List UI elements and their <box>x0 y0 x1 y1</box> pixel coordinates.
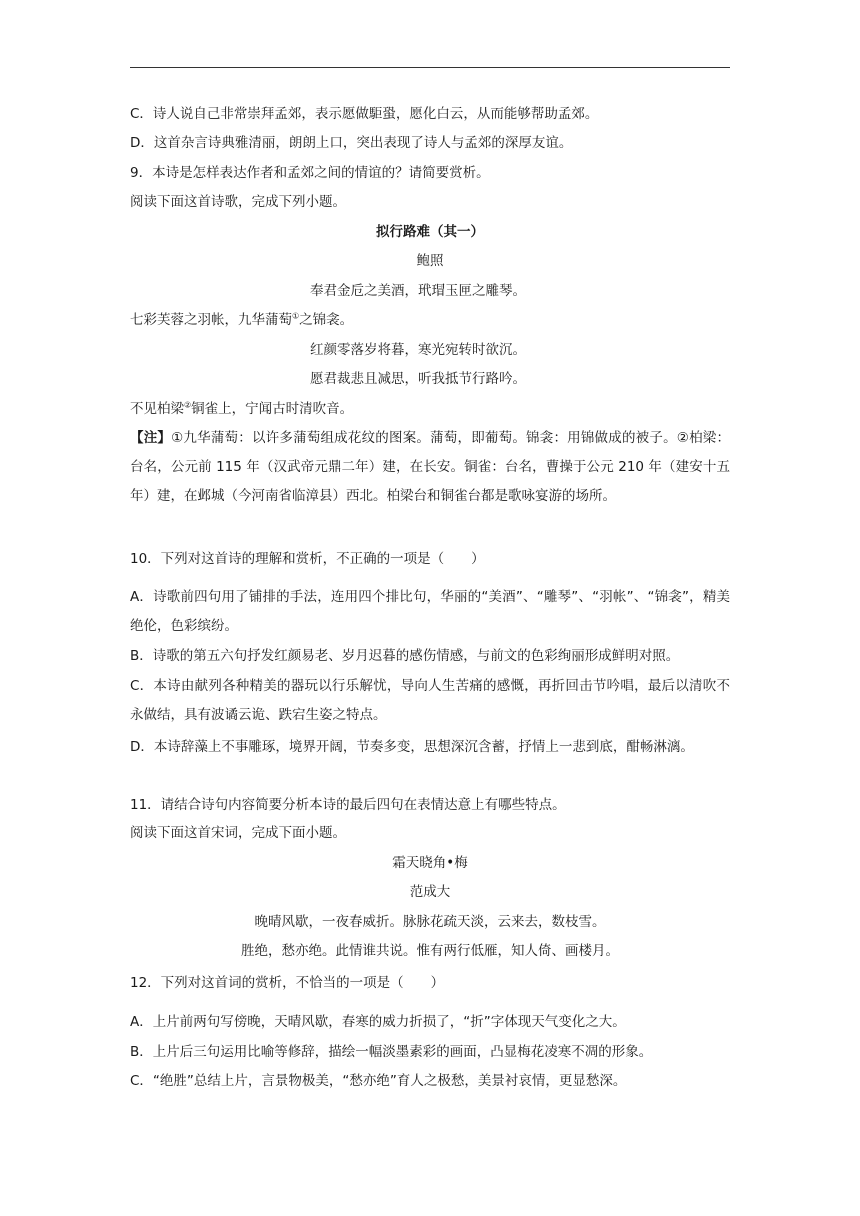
poem-author: 鲍照 <box>416 253 444 269</box>
option-a-q12: A．上片前两句写傍晚，天晴风歇，春寒的威力折损了，“折”字体现天气变化之大。 <box>130 1014 626 1030</box>
footnote-mark: ② <box>184 400 192 410</box>
annotation-note <box>130 424 730 511</box>
option-d-q8: D．这首杂言诗典雅清丽，朗朗上口，突出表现了诗人与孟郊的深厚友谊。 <box>130 135 573 151</box>
poem-line: 七彩芙蓉之羽帐，九华蒲萄①之锦衾。 <box>130 311 354 328</box>
option-a-q10: A．诗歌前四句用了铺排的手法，连用四个排比句，华丽的“美酒”、“雕琴”、“羽帐”、“锦衾”，精美绝伦，色彩缤纷。 <box>130 589 730 634</box>
question-10: 10．下列对这首诗的理解和赏析，不正确的一项是（ ） <box>130 551 485 567</box>
poem-line: 愿君裁悲且减思，听我抵节行路吟。 <box>310 371 526 387</box>
option-b-q10: B．诗歌的第五六句抒发红颜易老、岁月迟暮的感伤情感，与前文的色彩绚丽形成鲜明对照。 <box>130 648 680 664</box>
poem-title: 拟行路难（其一） <box>376 224 484 240</box>
question-9: 9．本诗是怎样表达作者和孟郊之间的情谊的？请简要赏析。 <box>130 165 490 181</box>
option-c-q8: C．诗人说自己非常崇拜孟郊，表示愿做駏蛩，愿化白云，从而能够帮助孟郊。 <box>130 106 599 122</box>
question-11: 11．请结合诗句内容简要分析本诗的最后四句在表情达意上有哪些特点。 <box>130 797 566 813</box>
note-label: 【注】 <box>130 430 172 446</box>
ci-title: 霜天晓角•梅 <box>392 855 468 871</box>
ci-author: 范成大 <box>409 884 451 900</box>
poem-line: 红颜零落岁将暮，寒光宛转时欲沉。 <box>310 342 526 358</box>
note-text: ①九华蒲萄：以许多蒲萄组成花纹的图案。蒲萄，即葡萄。锦衾：用锦做成的被子。②柏梁：台名，公元前 115 年（汉武帝元鼎二年）建，在长安。铜雀：台名，曹操于公元 210 年（建安十五年）建，在邺城（今河南省临漳县）西北。柏梁台和铜雀台都是歌咏宴游的场所。 <box>130 430 730 504</box>
option-d-q10: D．本诗辞藻上不事雕琢，境界开阔，节奏多变，思想深沉含蓄，抒情上一悲到底，酣畅淋漓。 <box>130 739 694 755</box>
reading-instruction: 阅读下面这首诗歌，完成下列小题。 <box>130 194 346 210</box>
poem-line: 不见柏梁②铜雀上，宁闻古时清吹音。 <box>130 400 354 417</box>
reading-instruction-2: 阅读下面这首宋词，完成下面小题。 <box>130 825 346 841</box>
footnote-mark: ① <box>292 311 300 321</box>
option-c-q12: C．“绝胜”总结上片，言景物极美，“愁亦绝”育人之极愁，美景衬哀情，更显愁深。 <box>130 1073 627 1089</box>
header-rule <box>130 67 730 68</box>
question-12: 12．下列对这首词的赏析，不恰当的一项是（ ） <box>130 975 445 991</box>
ci-line: 胜绝，愁亦绝。此情谁共说。惟有两行低雁，知人倚、画楼月。 <box>241 943 619 959</box>
option-b-q12: B．上片后三句运用比喻等修辞，描绘一幅淡墨素彩的画面，凸显梅花凌寒不凋的形象。 <box>130 1044 653 1060</box>
poem-line: 奉君金卮之美酒，玳瑁玉匣之雕琴。 <box>310 283 526 299</box>
option-c-q10: C．本诗由献列各种精美的器玩以行乐解忧，导向人生苦痛的感慨，再折回击节吟唱，最后以清吹不永做结，具有波谲云诡、跌宕生姿之特点。 <box>130 678 730 723</box>
ci-line: 晚晴风歇，一夜春威折。脉脉花疏天淡，云来去，数枝雪。 <box>254 914 606 930</box>
